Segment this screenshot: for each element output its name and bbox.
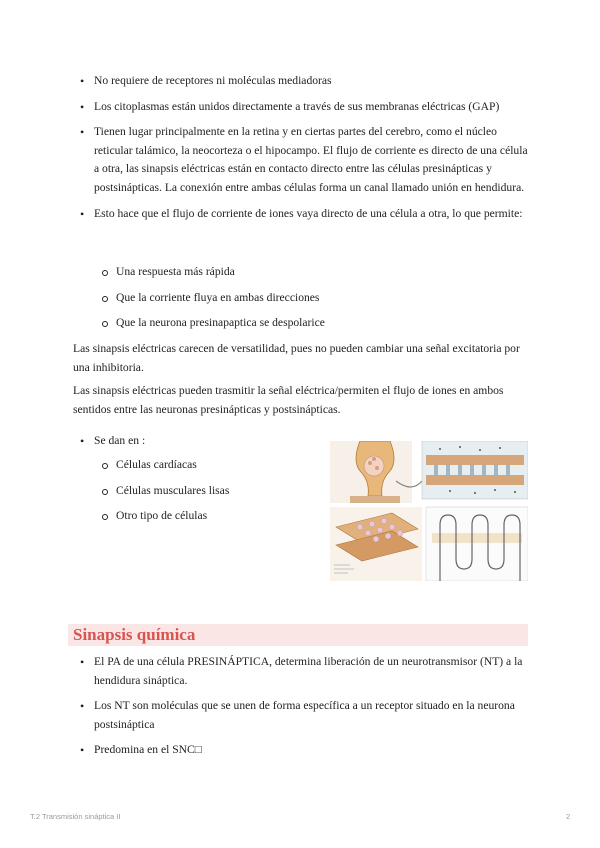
- list-item: • Esto hace que el flujo de corriente de iones vaya directo de una célula a otra, lo que permite:: [78, 205, 530, 224]
- list-item: • Predomina en el SNC□: [78, 741, 530, 760]
- list-item: Una respuesta más rápida: [100, 263, 520, 282]
- membrane-band: [432, 533, 522, 543]
- list-item: • El PA de una célula PRESINÁPTICA, determina liberación de un neurotransmisor (NT) a la hendidura sináptica.: [78, 653, 530, 690]
- list-item: Células cardíacas: [100, 456, 320, 475]
- page-number: 2: [566, 812, 571, 821]
- list-item: Que la corriente fluya en ambas direcciones: [100, 289, 520, 308]
- membrane-top: [426, 455, 524, 465]
- sub-list-permite: [100, 263, 520, 333]
- section-heading: Sinapsis química: [73, 625, 196, 644]
- paragraph-versatility: Las sinapsis eléctricas carecen de versatilidad, pues no pueden cambiar una señal excitatoria por una inhibitoria.: [73, 342, 520, 374]
- list-item: Que la neurona presinapaptica se despolarice: [100, 314, 520, 333]
- bullet-list-se-dan-en: [78, 432, 318, 451]
- footer-title: T.2 Transmisión sináptica II: [30, 812, 121, 821]
- paragraph-bidirectional: Las sinapsis eléctricas pueden trasmitir la señal eléctrica/permiten el flujo de iones en ambos sentidos entre las neuronas presinápticas y postsinápticas.: [73, 384, 504, 416]
- list-item: • Los NT son moléculas que se unen de forma específica a un receptor situado en la neurona postsináptica: [78, 697, 530, 734]
- membrane-bottom: [426, 475, 524, 485]
- list-item: • Se dan en :: [78, 432, 318, 451]
- list-item: • No requiere de receptores ni moléculas mediadoras: [78, 72, 530, 91]
- postsynaptic-membrane: [350, 496, 400, 503]
- list-item: Otro tipo de células: [100, 507, 320, 526]
- gap-junction-illustration: [330, 441, 528, 581]
- list-item: Células musculares lisas: [100, 482, 320, 501]
- gap-junction-figure: [330, 441, 528, 581]
- list-item: • Los citoplasmas están unidos directamente a través de sus membranas eléctricas (GAP): [78, 98, 530, 117]
- list-item: • Tienen lugar principalmente en la retina y en ciertas partes del cerebro, como el núcleo reticular talámico, la neocorteza o el hipocampo. El flujo de corriente es directo de una célula a otra, las sinapsis eléctricas están en contacto directo entre las células presinápticas y postsinápticas. La conexión entre ambas células forma un canal llamado unión en hendidura.: [78, 123, 530, 197]
- bullet-list-electrical: [78, 72, 530, 223]
- bullet-list-chemical: [78, 653, 530, 760]
- sub-list-cell-types: [100, 456, 320, 526]
